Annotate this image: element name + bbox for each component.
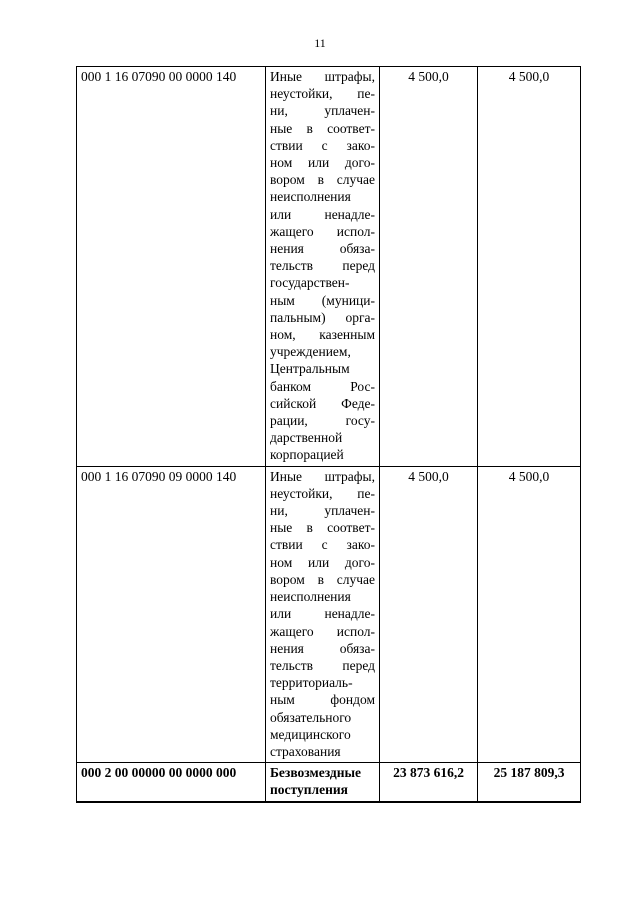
name-line: ные в соответ- xyxy=(270,120,375,136)
name-line: Иные штрафы, xyxy=(270,468,375,484)
name-line: дарственной xyxy=(270,430,343,446)
table-row xyxy=(77,67,581,467)
value-cell-year-2: 4 500,0 xyxy=(478,466,581,762)
name-line: учреждением, xyxy=(270,344,351,360)
name-line: тельств перед xyxy=(270,258,375,274)
revenue-name-cell xyxy=(266,763,380,802)
value-cell-year-1: 23 873 616,2 xyxy=(380,763,478,802)
name-line: или ненадле- xyxy=(270,206,375,222)
name-line: ном или дого- xyxy=(270,155,375,171)
name-line: Центральным xyxy=(270,361,350,377)
name-line: рации, госу- xyxy=(270,413,375,429)
name-line: вором в случае xyxy=(270,172,375,188)
name-line: ном, казенным xyxy=(270,327,375,343)
budget-code-cell: 000 2 00 00000 00 0000 000 xyxy=(77,763,266,802)
name-line: ствии с зако- xyxy=(270,537,375,553)
value-cell-year-1: 4 500,0 xyxy=(380,67,478,467)
name-line: государствен- xyxy=(270,275,350,291)
revenue-name-cell xyxy=(266,466,380,762)
name-line: территориаль- xyxy=(270,675,353,691)
name-line: жащего испол- xyxy=(270,623,375,639)
name-line: сийской Феде- xyxy=(270,395,375,411)
value-cell-year-1: 4 500,0 xyxy=(380,466,478,762)
name-line: пальным) орга- xyxy=(270,309,375,325)
name-line: Безвозмездные xyxy=(270,765,362,781)
name-line: неустойки, пе- xyxy=(270,485,375,501)
name-line: вором в случае xyxy=(270,571,375,587)
name-line: поступления xyxy=(270,782,348,798)
name-line: ным фондом xyxy=(270,692,375,708)
budget-table xyxy=(76,66,581,803)
name-line: ным (муници- xyxy=(270,292,375,308)
table-row xyxy=(77,466,581,762)
value-cell-year-2: 4 500,0 xyxy=(478,67,581,467)
name-line: ни, уплачен- xyxy=(270,103,375,119)
budget-code-cell: 000 1 16 07090 00 0000 140 xyxy=(77,67,266,467)
name-line: ни, уплачен- xyxy=(270,503,375,519)
name-line: неустойки, пе- xyxy=(270,86,375,102)
budget-code-cell: 000 1 16 07090 09 0000 140 xyxy=(77,466,266,762)
name-line: медицинского xyxy=(270,726,351,742)
name-line: тельств перед xyxy=(270,657,375,673)
value-cell-year-2: 25 187 809,3 xyxy=(478,763,581,802)
name-line: обязательного xyxy=(270,709,352,725)
name-line: жащего испол- xyxy=(270,223,375,239)
table-row-total xyxy=(77,763,581,802)
name-line: страхования xyxy=(270,743,341,759)
name-line: неисполнения xyxy=(270,589,351,605)
name-line: корпорацией xyxy=(270,447,344,463)
name-line: банком Рос- xyxy=(270,378,375,394)
name-line: нения обяза- xyxy=(270,640,375,656)
name-line: Иные штрафы, xyxy=(270,69,375,84)
name-line: или ненадле- xyxy=(270,606,375,622)
revenue-name-cell xyxy=(266,67,380,467)
name-line: ствии с зако- xyxy=(270,137,375,153)
name-line: нения обяза- xyxy=(270,241,375,257)
page-number: 11 xyxy=(314,36,326,50)
name-line: ные в соответ- xyxy=(270,520,375,536)
name-line: неисполнения xyxy=(270,189,351,205)
name-line: ном или дого- xyxy=(270,554,375,570)
